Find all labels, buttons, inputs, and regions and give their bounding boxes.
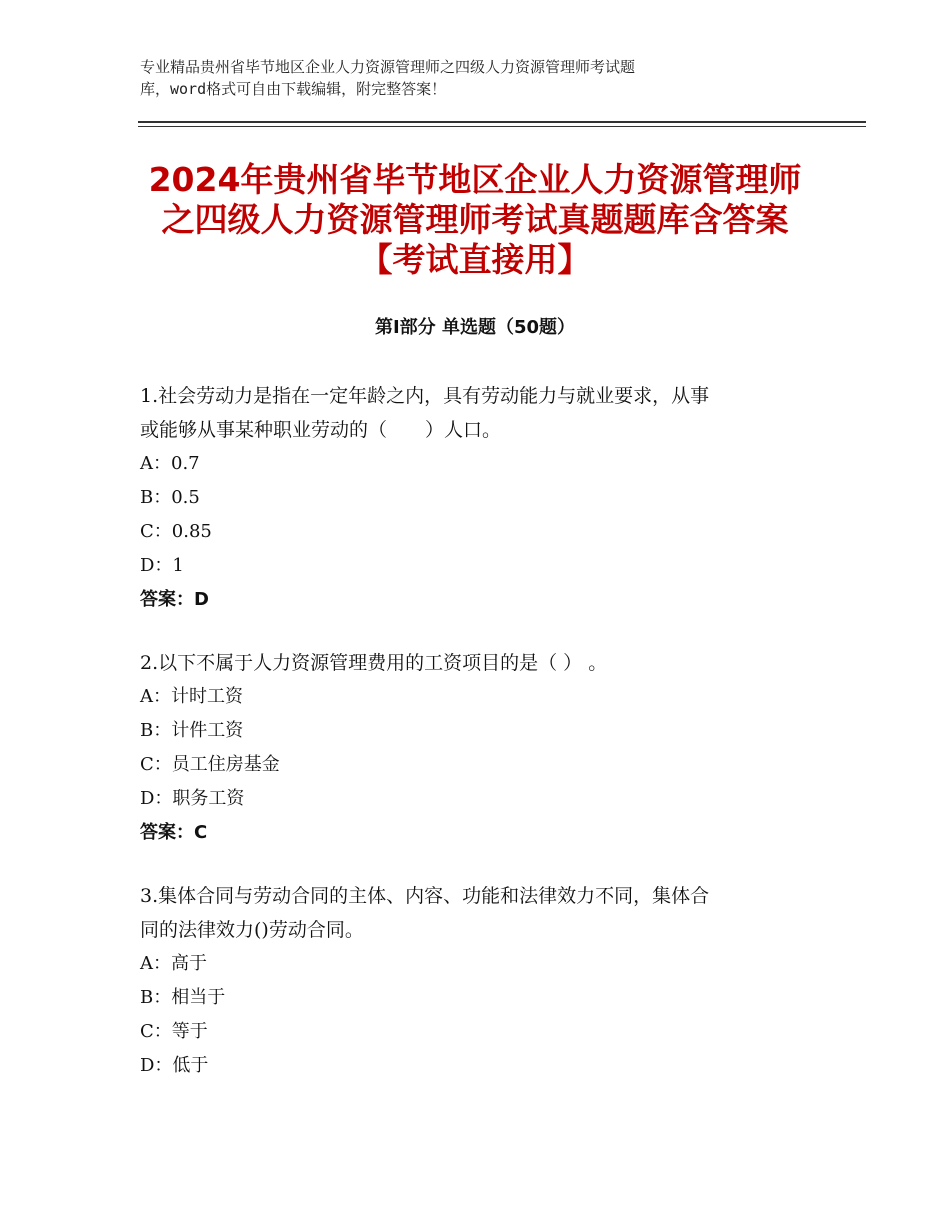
question-1 xyxy=(140,379,820,617)
question-list xyxy=(140,379,820,1112)
header-divider-thick xyxy=(138,121,866,123)
header-note-line: 专业精品贵州省毕节地区企业人力资源管理师之四级人力资源管理师考试题 xyxy=(140,58,636,76)
question-3 xyxy=(140,879,820,1083)
header-divider-thin xyxy=(138,126,866,127)
title-line: 2024年贵州省毕节地区企业人力资源管理师 xyxy=(148,160,802,199)
question-2 xyxy=(140,646,820,850)
option-c: C：员工住房基金 xyxy=(140,754,280,775)
option-b: B：计件工资 xyxy=(140,720,244,741)
title-line: 【考试直接用】 xyxy=(359,240,591,279)
question-stem-line: 同的法律效力()劳动合同。 xyxy=(140,919,364,941)
option-a: A：0.7 xyxy=(140,453,200,474)
header-note xyxy=(140,56,780,100)
question-stem-line: 1.社会劳动力是指在一定年龄之内，具有劳动能力与就业要求，从事 xyxy=(140,385,710,407)
option-d: D：低于 xyxy=(140,1055,209,1076)
header-note-line: 库，word格式可自由下载编辑，附完整答案！ xyxy=(140,80,447,98)
section-title: 第Ⅰ部分 单选题（50题） xyxy=(374,317,575,338)
question-stem-line: 3.集体合同与劳动合同的主体、内容、功能和法律效力不同，集体合 xyxy=(140,885,710,907)
question-stem-line: 或能够从事某种职业劳动的（ ）人口。 xyxy=(140,419,502,441)
option-a: A：计时工资 xyxy=(140,686,243,707)
answer: 答案：D xyxy=(140,589,209,610)
answer: 答案：C xyxy=(140,822,208,843)
option-d: D：职务工资 xyxy=(140,788,245,809)
question-stem-line: 2.以下不属于人力资源管理费用的工资项目的是（ ） 。 xyxy=(140,652,608,674)
option-c: C：等于 xyxy=(140,1021,208,1042)
option-b: B：0.5 xyxy=(140,487,200,508)
document-title xyxy=(100,160,850,280)
option-d: D：1 xyxy=(140,555,184,576)
option-c: C：0.85 xyxy=(140,521,212,542)
option-b: B：相当于 xyxy=(140,987,226,1008)
title-line: 之四级人力资源管理师考试真题题库含答案 xyxy=(161,200,789,239)
option-a: A：高于 xyxy=(140,953,207,974)
